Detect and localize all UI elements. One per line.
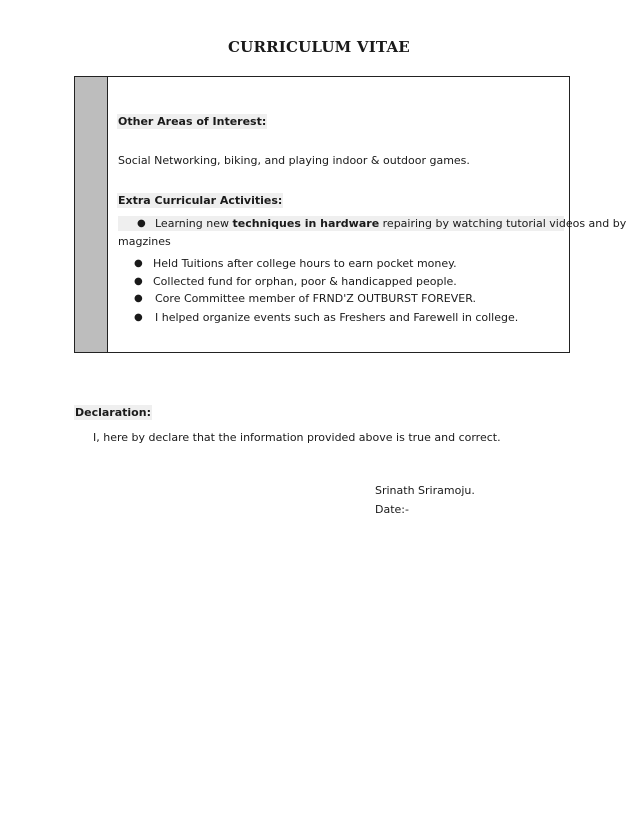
activity-first-before: Learning new xyxy=(155,217,233,230)
bullet-icon: ● xyxy=(134,312,143,323)
activity-item: I helped organize events such as Freshers and Farewell in college. xyxy=(155,311,519,324)
activity-item: Collected fund for orphan, poor & handicapped people. xyxy=(153,275,457,288)
date-label: Date:- xyxy=(375,503,409,516)
activity-item: Core Committee member of FRND'Z OUTBURST FOREVER. xyxy=(155,292,476,305)
bullet-icon: ● xyxy=(137,218,146,229)
activity-first-after: repairing by watching tutorial videos and by xyxy=(379,217,627,230)
activity-first-bold: techniques in hardware xyxy=(232,217,380,230)
bullet-icon: ● xyxy=(134,276,143,287)
activity-item-first xyxy=(155,217,626,230)
side-strip xyxy=(75,77,108,352)
extracurricular-heading: Extra Curricular Activities: xyxy=(118,194,283,207)
interests-heading: Other Areas of Interest: xyxy=(118,115,267,128)
declaration-heading: Declaration: xyxy=(75,406,151,419)
signature-name: Srinath Sriramoju. xyxy=(375,484,475,497)
activity-item: Held Tuitions after college hours to earn pocket money. xyxy=(153,257,457,270)
declaration-text: I, here by declare that the information provided above is true and correct. xyxy=(93,431,501,444)
interests-text: Social Networking, biking, and playing indoor & outdoor games. xyxy=(118,154,470,167)
page-title: CURRICULUM VITAE xyxy=(228,38,410,56)
bullet-icon: ● xyxy=(134,258,143,269)
activity-item-first-continuation: magzines xyxy=(118,235,171,248)
bullet-icon: ● xyxy=(134,293,143,304)
